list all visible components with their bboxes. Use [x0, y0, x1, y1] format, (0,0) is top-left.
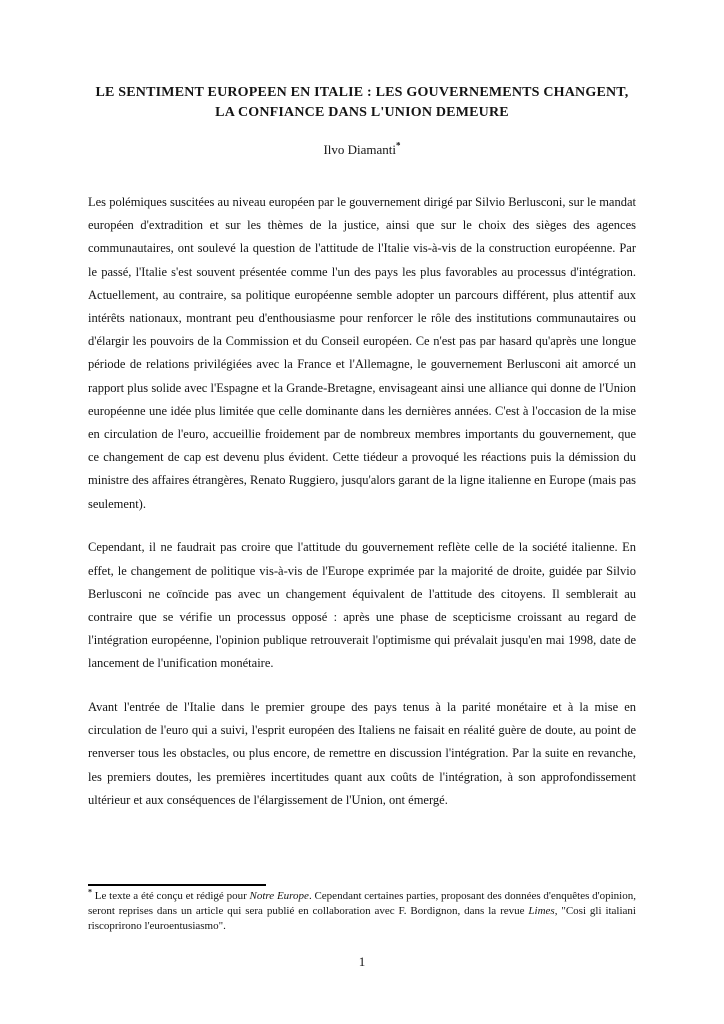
footnote-marker: * [88, 887, 92, 897]
author-line [88, 142, 636, 158]
page-number: 1 [358, 954, 366, 969]
footnote-part-1: Le texte a été conçu et rédigé pour [92, 890, 250, 902]
author-footnote-marker: * [396, 140, 401, 151]
footnote-area [88, 884, 636, 934]
footnote-separator-line [88, 884, 266, 886]
document-body [88, 191, 636, 812]
title-line-1: LE SENTIMENT EUROPEEN EN ITALIE : LES GOUVERNEMENTS CHANGENT, [95, 85, 629, 100]
footnote-part-3: , "Cosi gli italiani riscoprirono l'euroentusiasmo". [88, 905, 636, 932]
footnote-italic-notre-europe: Notre Europe [249, 890, 309, 902]
paragraph-2: Cependant, il ne faudrait pas croire que l'attitude du gouvernement reflète celle de la société italienne. En effet, le changement de politique vis-à-vis de l'Europe exprimée par la majorité de droite, guidée par Silvio Berlusconi ne coïncide pas avec un changement équivalent de l'attitude des citoyens. Il semblerait au contraire que se vérifie un processus opposé : après une phase de scepticisme croissant au regard de l'intégration européenne, l'opinion publique retrouverait l'optimisme qui prévalait jusqu'en mai 1998, date de lancement de l'unification monétaire. [88, 540, 636, 671]
footnote-text [88, 889, 636, 934]
paragraph-1: Les polémiques suscitées au niveau européen par le gouvernement dirigé par Silvio Berlusconi, sur le mandat européen d'extradition et sur les thèmes de la justice, ainsi que sur le choix des sièges des agences communautaires, ont soulevé la question de l'attitude de l'Italie vis-à-vis de la construction européenne. Par le passé, l'Italie s'est souvent présentée comme l'un des pays les plus favorables au processus d'intégration. Actuellement, au contraire, sa politique européenne semble adopter un parcours différent, plus attentif aux intérêts nationaux, montrant peu d'enthousiasme pour renforcer le rôle des institutions communautaires ou d'élargir les pouvoirs de la Commission et du Conseil européen. Ce n'est pas par hasard qu'après une longue période de relations privilégiées avec la France et l'Allemagne, le gouvernement Berlusconi ait amorcé un rapport plus solide avec l'Espagne et la Grande-Bretagne, envisageant ainsi une alliance qui donne de l'Union européenne une idée plus limitée que celle dominante dans les dernières années. C'est à l'occasion de la mise en circulation de l'euro, accueillie froidement par de nombreux membres importants du gouvernement, que ce changement de cap est devenu plus évident. Cette tiédeur a provoqué les réactions puis la démission du ministre des affaires étrangères, Renato Ruggiero, jusqu'alors garant de la ligne italienne en Europe (mais pas seulement). [88, 195, 636, 511]
paper-title [88, 0, 636, 123]
footnote-part-2: . Cependant certaines parties, proposant des données d'enquêtes d'opinion, seront reprises dans un article qui sera publié en collaboration avec F. Bordignon, dans la revue [88, 890, 636, 917]
author-name: Ilvo Diamanti [323, 142, 397, 157]
footnote-italic-limes: Limes [528, 905, 555, 917]
title-line-2: LA CONFIANCE DANS L'UNION DEMEURE [215, 105, 509, 120]
paragraph-3: Avant l'entrée de l'Italie dans le premier groupe des pays tenus à la parité monétaire et à la mise en circulation de l'euro qui a suivi, l'esprit européen des Italiens ne faisait en réalité guère de doute, au point de renverser tous les obstacles, ou plus encore, de remettre en discussion l'intégration. Par la suite en revanche, les premiers doutes, les premières incertitudes quant aux coûts de l'intégration, à son approfondissement ultérieur et aux conséquences de l'élargissement de l'Union, ont émergé. [88, 700, 636, 807]
